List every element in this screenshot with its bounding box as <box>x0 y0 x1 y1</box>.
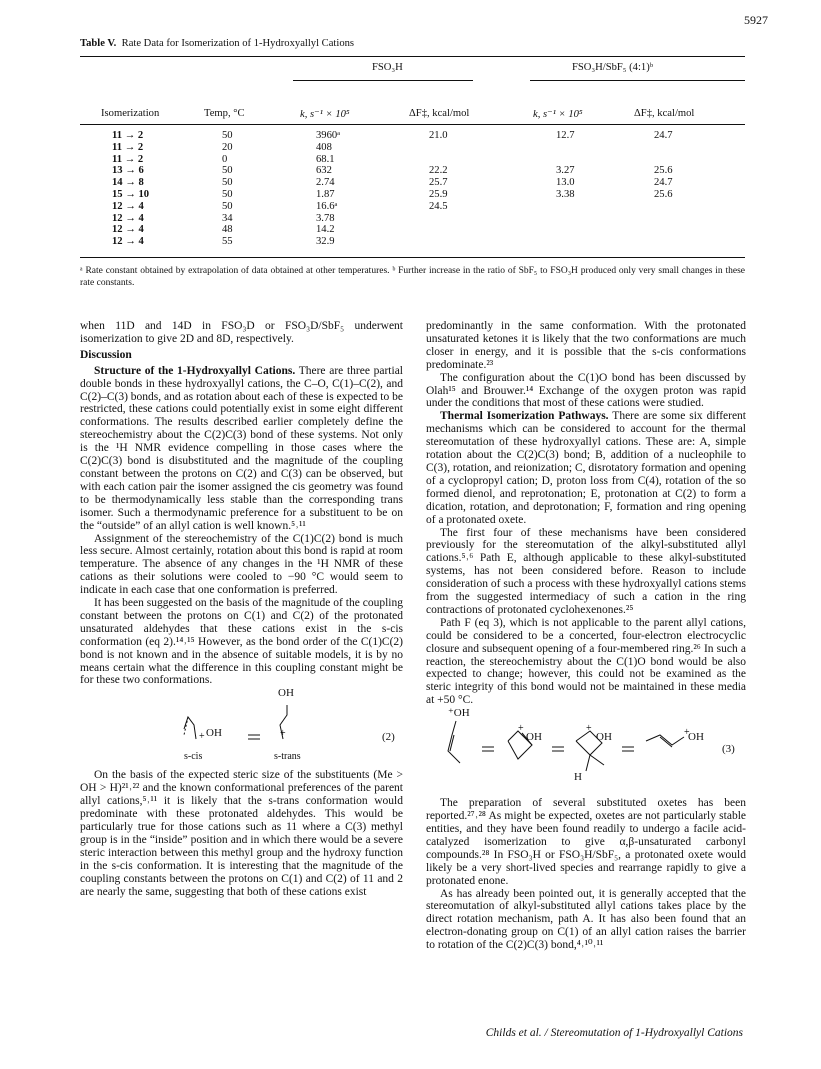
cell-temp: 50 <box>222 165 233 177</box>
eq3-skeleton-4 <box>646 735 684 745</box>
cell-df2: 24.7 <box>654 177 673 189</box>
cell-k1: 2.74 <box>316 177 335 189</box>
col-header-temp: Temp, °C <box>204 108 245 119</box>
cell-k2: 13.0 <box>556 177 575 189</box>
cell-df2: 25.6 <box>654 189 673 200</box>
eq3-oh-c: OH <box>688 731 704 744</box>
cell-temp: 50 <box>222 189 233 200</box>
right-column <box>426 320 746 952</box>
cell-isomerization: 12 → 4 <box>112 200 144 212</box>
cell-isomerization: 12 → 4 <box>112 224 144 236</box>
cell-k2: 3.27 <box>556 165 575 177</box>
col-header-df1: ΔF‡, kcal/mol <box>409 108 470 119</box>
cell-temp: 20 <box>222 141 233 153</box>
table-caption: Rate Data for Isomerization of 1-Hydroxyallyl Cations <box>121 38 355 49</box>
cell-isomerization: 11 → 2 <box>112 141 144 153</box>
equation-3 <box>426 707 746 797</box>
col-header-k2: k, s⁻¹ × 10⁵ <box>533 109 583 120</box>
eq3-plus-3: + <box>684 727 690 739</box>
equilibrium-arrow-2 <box>248 735 260 739</box>
cell-temp: 48 <box>222 224 233 236</box>
cell-temp: 55 <box>222 236 233 248</box>
eq3-plus-1: + <box>518 723 524 735</box>
cell-k1: 32.9 <box>316 236 335 248</box>
right-para-1: The configuration about the C(1)O bond has been discussed by Olah¹⁵ and Brouwer.¹⁴ Exchange of the oxygen proton was rapid under the conditions that most of these cations were studied. <box>426 371 746 410</box>
cell-isomerization: 15 → 10 <box>112 189 150 200</box>
right-para-3: The first four of these mechanisms have been considered previously for the stereomutation of the alkyl-substituted allyl cations.⁵˒⁶ Path E, although applicable to these alkyl-substituted systems, has not been considered before. Reason to include consideration of such a process with these hydroxyallyl cations stems from the suggested intermediacy of such a cation in the ring contractions of protonated cyclohexenones.²⁵ <box>426 526 746 616</box>
cell-k2: 12.7 <box>556 130 575 141</box>
eq3-skeleton-1 <box>448 721 460 763</box>
eq3-oh-b: OH <box>596 731 612 744</box>
equation-2 <box>80 687 403 769</box>
cell-k1: 16.6ᵃ <box>316 200 338 212</box>
cell-k2: 3.38 <box>556 189 575 200</box>
eq3-plus-2: + <box>586 723 592 735</box>
running-footer: Childs et al. / Stereomutation of 1-Hydroxyallyl Cations <box>485 1027 743 1039</box>
left-para-3: It has been suggested on the basis of the magnitude of the coupling constant between the protons on C(1) and C(2) of the protonated unsaturated aldehydes that these cations exist in the s-cis conformation (eq 2).¹⁴˒¹⁵ However, as the bond order of the C(1)C(2) bond is not known and in the absence of suitable models, it is by no means certain what the difference in this coupling constant might be for these two conformations. <box>80 597 403 687</box>
equation-3-structures <box>426 707 746 797</box>
cell-df2: 25.6 <box>654 165 673 177</box>
cell-temp: 34 <box>222 212 233 224</box>
table-top-rule <box>80 56 745 57</box>
cell-df1: 25.9 <box>429 189 448 200</box>
right-para-4: Path F (eq 3), which is not applicable to the parent allyl cations, could be considered to be a concerted, four-electron electrocyclic closure and subsequent opening of a four-membered ring.²⁶ In such a reaction, the stereochemistry about the C(1)O bond would be also expected to change; however, this could not be examined as the steric integrity of this bond would not be maintained in these media at +50 °C. <box>426 616 746 707</box>
table-footnote: ᵃ Rate constant obtained by extrapolation of data obtained at other temperatures. ᵇ Further increase in the ratio of SbF₅ to FSO₃H produced only very small changes in these rate constants. <box>80 266 745 288</box>
right-para-6: As has already been pointed out, it is generally accepted that the stereomutation of alkyl-substituted allyl cations takes place by the direct rotation mechanism, path A. It has also been found that an electron-donating group on C(1) of an allyl cation raises the barrier to rotation of the C(2)C(3) bond,⁴˒¹⁰˒¹¹ <box>426 887 746 952</box>
cell-isomerization: 12 → 4 <box>112 212 144 224</box>
table-header-rule <box>80 124 745 125</box>
group-header-fso3h: FSO₃H <box>372 62 403 73</box>
left-para-1 <box>80 365 403 533</box>
cell-isomerization: 12 → 4 <box>112 236 144 248</box>
strans-oh-label: OH <box>278 687 294 700</box>
left-para-1-text: There are three partial double bonds in these hydroxyallyl cations, the C–O, C(1)–C(2), and C(2)–C(3) bonds, and as rotation about each of these is expected to be restricted, these cations could potentially exist in some eight different conformations. The results described earlier completely define the stereochemistry about the C(2)C(3) bond of these systems. Not only is the ¹H NMR evidence compelling in those cases where the C(2)C(3) bond is disubstituted and the magnitude of the coupling constant between the protons on C(2) and C(3) can be observed, but with each cation pair the isomer assigned the cis geometry was found to be thermodynamically less stable than the corresponding trans isomer. Such a thermodynamic preference for a substituent to be on the “outside” of an allyl cation is well known.⁵˒¹¹ <box>80 364 403 532</box>
eq3-h-label: H <box>574 771 582 784</box>
eq3-oh-a: OH <box>526 731 542 744</box>
cell-temp: 50 <box>222 200 233 212</box>
scis-oh-label: OH <box>206 727 222 740</box>
page-number: 5927 <box>744 13 768 27</box>
right-para-2 <box>426 410 746 526</box>
cell-df1: 22.2 <box>429 165 448 177</box>
cell-df1: 25.7 <box>429 177 448 189</box>
right-para-2-text: There are some six different mechanisms which can be considered to account for the thermal stereomutation of these hydroxyallyl cations. These are: A, simple rotation about the C(2)C(3) bond; B, addition of a nucleophile to C(3), rotation, and reionization; C, disrotatory formation and opening of a cyclopropyl cation; D, proton loss from C(4), rotation of the so formed dienol, and reprotonation; E, protonation at C(2) to form a dication, rotation, and deprotonation; F, formation and ring opening of a protonated oxete. <box>426 410 747 526</box>
equilibrium-arrow-3b <box>552 747 564 751</box>
cell-k1: 408 <box>316 141 332 153</box>
left-para-2: Assignment of the stereochemistry of the C(1)C(2) bond is much less secure. Almost certainly, rotation about this bond is rapid at room temperature. The absence of any changes in the ¹H NMR of these cations as their solutions were cooled to −90 °C would seem to indicate in each case that one conformation is preferred. <box>80 532 403 597</box>
cell-isomerization: 14 → 8 <box>112 177 144 189</box>
left-para-0: when 11D and 14D in FSO₃D or FSO₃D/SbF₅ underwent isomerization to give 2D and 8D, respectively. <box>80 320 403 345</box>
left-column <box>80 320 403 898</box>
cell-k1: 1.87 <box>316 189 335 200</box>
strans-plus: + <box>280 728 286 740</box>
equation-2-number: (2) <box>382 731 395 744</box>
col-header-df2: ΔF‡, kcal/mol <box>634 108 695 119</box>
group-rule-mixed <box>530 80 745 81</box>
group-rule-fso3h <box>293 80 473 81</box>
cell-k1: 3960ᵃ <box>316 130 341 141</box>
cell-temp: 50 <box>222 130 233 141</box>
cell-isomerization: 11 → 2 <box>112 130 144 141</box>
equation-3-number: (3) <box>722 743 735 756</box>
equilibrium-arrow-3a <box>482 747 494 751</box>
cell-isomerization: 13 → 6 <box>112 165 144 177</box>
equilibrium-arrow-3c <box>622 747 634 751</box>
right-para-5: The preparation of several substituted oxetes has been reported.²⁷˒²⁸ As might be expected, oxetes are not particularly stable entities, and they have been found readily to undergo a facile acid-catalyzed isomerization to give α,β-unsaturated carbonyl compounds.²⁸ In FSO₃H or FSO₃H/SbF₅, a protonated oxete would likely be a very short-lived species and rearrange rapidly to give a protonated enone. <box>426 797 746 887</box>
cell-k1: 632 <box>316 165 332 177</box>
cell-k1: 68.1 <box>316 153 335 165</box>
table-title <box>80 38 354 49</box>
section-heading-discussion: Discussion <box>80 348 132 361</box>
col-header-isomerization: Isomerization <box>101 108 160 119</box>
table-label: Table V. <box>80 38 117 49</box>
cell-isomerization: 11 → 2 <box>112 153 144 165</box>
scis-skeleton <box>184 717 196 739</box>
col-header-k1: k, s⁻¹ × 10⁵ <box>300 109 350 120</box>
cell-df2: 24.7 <box>654 130 673 141</box>
scis-plus: + <box>199 731 205 743</box>
cell-temp: 50 <box>222 177 233 189</box>
right-para-0: predominantly in the same conformation. With the protonated unsaturated ketones it is likely that the two conformations are much closer in energy, and it is possible that the s-cis conformations predominate.²³ <box>426 320 746 371</box>
cell-k1: 14.2 <box>316 224 335 236</box>
group-header-mixed: FSO₃H/SbF₅ (4:1)ᵇ <box>572 62 654 73</box>
cell-df1: 21.0 <box>429 130 448 141</box>
cell-df1: 24.5 <box>429 200 448 212</box>
scis-caption: s-cis <box>184 751 203 763</box>
equation-2-structures <box>80 687 403 769</box>
left-para-4: On the basis of the expected steric size of the substituents (Me > OH > H)²¹˒²² and the known conformational preferences of the parent allyl cations,⁵˒¹¹ it is likely that the s-trans conformation would predominate with these protonated aldehydes. This would be particularly true for those cations such as 11 where a C(3) methyl group is in the “inside” position and in which there would be a severe steric interaction between this methyl group and the hydroxy function in the s-cis conformation. It is interesting that the magnitude of the coupling constants between the protons on C(1) and C(2) of 11 and 2 are nearly the same, suggesting that both of these cations exist <box>80 769 403 898</box>
runin-heading-thermal: Thermal Isomerization Pathways. <box>440 410 609 423</box>
cell-temp: 0 <box>222 153 228 165</box>
table-bottom-rule <box>80 257 745 258</box>
strans-caption: s-trans <box>274 751 301 763</box>
eq3-oh-top: ⁺OH <box>448 707 470 720</box>
cell-k1: 3.78 <box>316 212 335 224</box>
runin-heading-structure: Structure of the 1-Hydroxyallyl Cations. <box>94 364 296 377</box>
